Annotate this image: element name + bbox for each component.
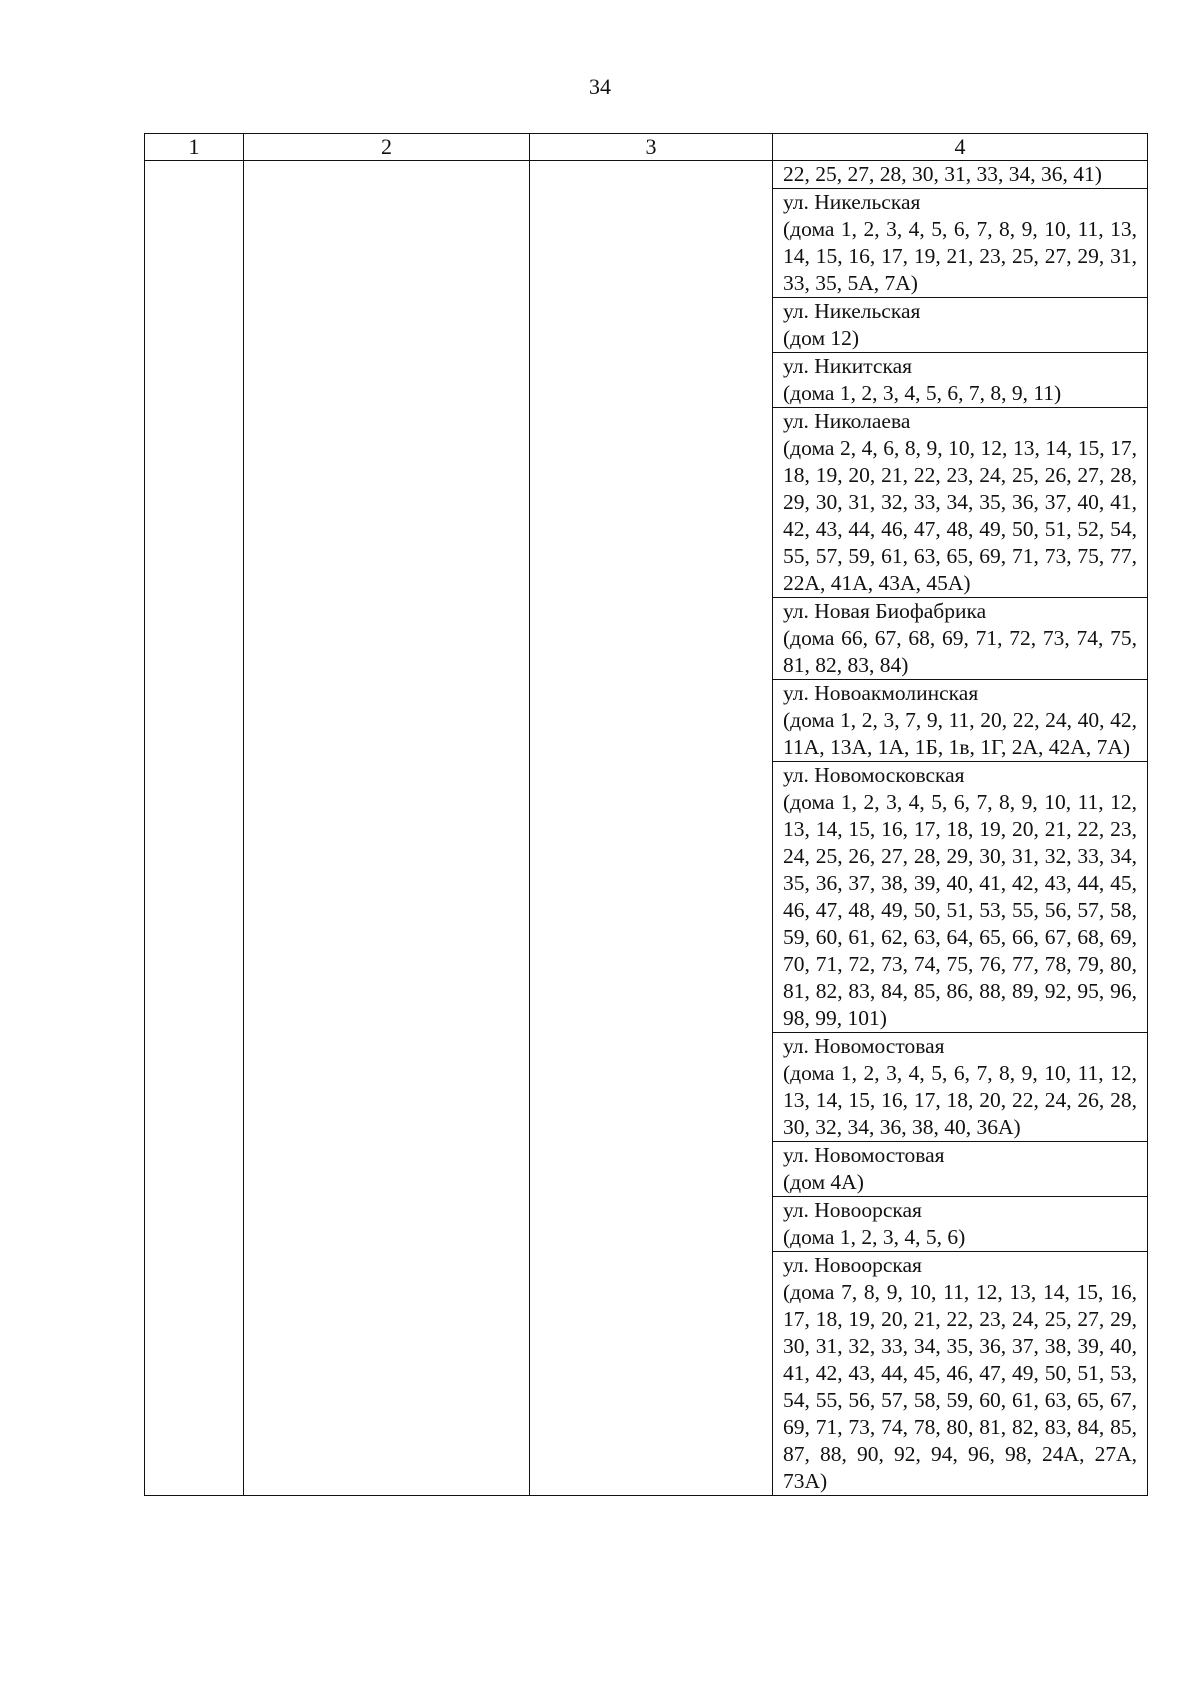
street-name: ул. Никельская (783, 190, 921, 214)
street-cell (773, 408, 1148, 598)
house-list: (дома 1, 2, 3, 4, 5, 6, 7, 8, 9, 10, 11, 12, 13, 14, 15, 16, 17, 18, 20, 22, 24, 26, 28, 30, 32, 34, 36, 38, 40, 36А) (783, 1061, 1137, 1139)
street-name: ул. Николаева (783, 409, 911, 433)
street-name: ул. Новоорская (783, 1198, 922, 1222)
column-header-3: 3 (530, 134, 773, 161)
street-cell (773, 762, 1148, 1033)
column-3-cell (530, 161, 773, 1496)
house-list: (дом 12) (783, 326, 860, 350)
street-name: ул. Новоорская (783, 1253, 922, 1277)
street-cell (773, 161, 1148, 189)
house-list: (дома 1, 2, 3, 4, 5, 6) (783, 1225, 966, 1249)
table-body (145, 161, 1148, 1496)
column-header-2: 2 (244, 134, 530, 161)
page-number: 34 (589, 74, 611, 99)
street-name: ул. Новомосковская (783, 763, 965, 787)
street-cell (773, 298, 1148, 353)
street-name: ул. Никельская (783, 299, 921, 323)
house-list: (дома 1, 2, 3, 4, 5, 6, 7, 8, 9, 10, 11, 13, 14, 15, 16, 17, 19, 21, 23, 25, 27, 29, 31, 33, 35, 5А, 7А) (783, 217, 1137, 295)
house-list: (дома 66, 67, 68, 69, 71, 72, 73, 74, 75, 81, 82, 83, 84) (783, 626, 1137, 677)
table-row (145, 161, 1148, 189)
house-list: (дома 7, 8, 9, 10, 11, 12, 13, 14, 15, 16, 17, 18, 19, 20, 21, 22, 23, 24, 25, 27, 29, 30, 31, 32, 33, 34, 35, 36, 37, 38, 39, 40, 41, 42, 43, 44, 45, 46, 47, 49, 50, 51, 53, 54, 55, 56, 57, 58, 59, 60, 61, 63, 65, 67, 69, 71, 73, 74, 78, 80, 81, 82, 83, 84, 85, 87, 88, 90, 92, 94, 96, 98, 24А, 27А, 73А) (783, 1280, 1137, 1493)
house-list: (дома 1, 2, 3, 4, 5, 6, 7, 8, 9, 11) (783, 381, 1062, 405)
house-list: (дома 1, 2, 3, 4, 5, 6, 7, 8, 9, 10, 11, 12, 13, 14, 15, 16, 17, 18, 19, 20, 21, 22, 23, 24, 25, 26, 27, 28, 29, 30, 31, 32, 33, 34, 35, 36, 37, 38, 39, 40, 41, 42, 43, 44, 45, 46, 47, 48, 49, 50, 51, 53, 55, 56, 57, 58, 59, 60, 61, 62, 63, 64, 65, 66, 67, 68, 69, 70, 71, 72, 73, 74, 75, 76, 77, 78, 79, 80, 81, 82, 83, 84, 85, 86, 88, 89, 92, 95, 96, 98, 99, 101) (783, 790, 1137, 1030)
street-name: ул. Никитская (783, 354, 913, 378)
street-cell (773, 353, 1148, 408)
street-cell (773, 1252, 1148, 1496)
table-header-row (145, 134, 1148, 161)
house-list: (дом 4А) (783, 1170, 864, 1194)
street-cell (773, 189, 1148, 298)
street-name: ул. Новомостовая (783, 1034, 945, 1058)
document-table (144, 133, 1148, 1496)
column-2-cell (244, 161, 530, 1496)
street-name: ул. Новомостовая (783, 1143, 945, 1167)
street-name: ул. Новоакмолинская (783, 681, 979, 705)
house-list: 22, 25, 27, 28, 30, 31, 33, 34, 36, 41) (783, 162, 1102, 186)
column-header-1: 1 (145, 134, 244, 161)
house-list: (дома 2, 4, 6, 8, 9, 10, 12, 13, 14, 15, 17, 18, 19, 20, 21, 22, 23, 24, 25, 26, 27, 28, 29, 30, 31, 32, 33, 34, 35, 36, 37, 40, 41, 42, 43, 44, 46, 47, 48, 49, 50, 51, 52, 54, 55, 57, 59, 61, 63, 65, 69, 71, 73, 75, 77, 22А, 41А, 43А, 45А) (783, 436, 1137, 595)
house-list: (дома 1, 2, 3, 7, 9, 11, 20, 22, 24, 40, 42, 11А, 13А, 1А, 1Б, 1в, 1Г, 2А, 42А, 7А) (783, 708, 1137, 759)
street-cell (773, 598, 1148, 680)
street-cell (773, 1197, 1148, 1252)
street-name: ул. Новая Биофабрика (783, 599, 987, 623)
street-cell (773, 1033, 1148, 1142)
column-header-4: 4 (773, 134, 1148, 161)
street-cell (773, 680, 1148, 762)
column-1-cell (145, 161, 244, 1496)
street-cell (773, 1142, 1148, 1197)
